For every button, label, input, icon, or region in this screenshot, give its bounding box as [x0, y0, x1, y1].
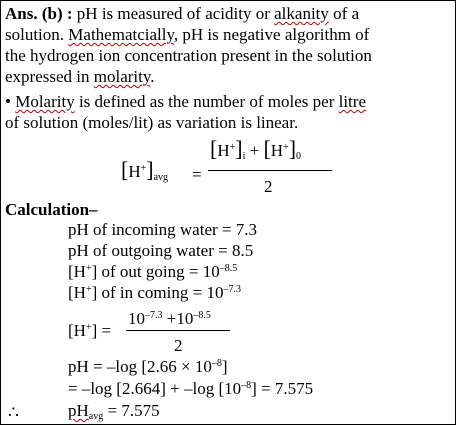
intro-line-4: expressed in molarity. — [5, 67, 155, 86]
formula-denominator: 2 — [264, 177, 273, 196]
calc-line-4: [H+] of in $coming = 10^{-7.3}$ — [68, 283, 241, 302]
formula-equals: = — [192, 165, 202, 184]
calc-heading: Calculation– — [5, 200, 98, 219]
final-result: $pH_{avg} = 7.575$ — [68, 401, 160, 422]
formula-lhs: $[H^+]_{avg}$ — [121, 157, 169, 183]
h-equation-denominator: 2 — [174, 336, 183, 355]
bullet-line-1: • Molarity is defined as the number of moles per litre — [5, 92, 366, 111]
calc-line-3: [H+] of out going = $10^{-8.5}$ — [68, 262, 238, 281]
calc-line-2: pH of outgoing water = 8.5 — [68, 241, 254, 260]
bullet-icon: • — [5, 92, 11, 111]
formula-numerator: $[H^+]_i + [H^+]_0$ — [210, 136, 302, 162]
bullet-line-2: of solution (moles/lit) as variation is linear. — [5, 113, 299, 132]
h-equation-lhs: [H+] = — [68, 321, 112, 340]
therefore-symbol: ∴ — [8, 403, 19, 422]
h-fraction-bar — [126, 330, 230, 331]
answer-label: Ans. (b) : — [5, 4, 73, 23]
intro-line-1: Ans. (b) : pH is measured of acidity or alkanity of a — [5, 4, 360, 23]
h-equation-numerator: $10^{-7.3} +10^{-8.5}$ — [128, 309, 211, 328]
ph-line-2: = –log [2.664] + –log $[10^{-8}] = 7.575$ — [68, 379, 314, 398]
intro-line-2: solution. Mathematcially, pH is negative algorithm of — [5, 25, 370, 44]
formula-fraction-bar — [208, 170, 332, 171]
ph-line-1: pH = –log $[2.66 \times 10^{-8}]$ — [68, 357, 228, 376]
calc-line-1: pH of incoming water = 7.3 — [68, 220, 257, 239]
intro-line-3: the hydrogen ion concentration present in the solution — [5, 46, 372, 65]
